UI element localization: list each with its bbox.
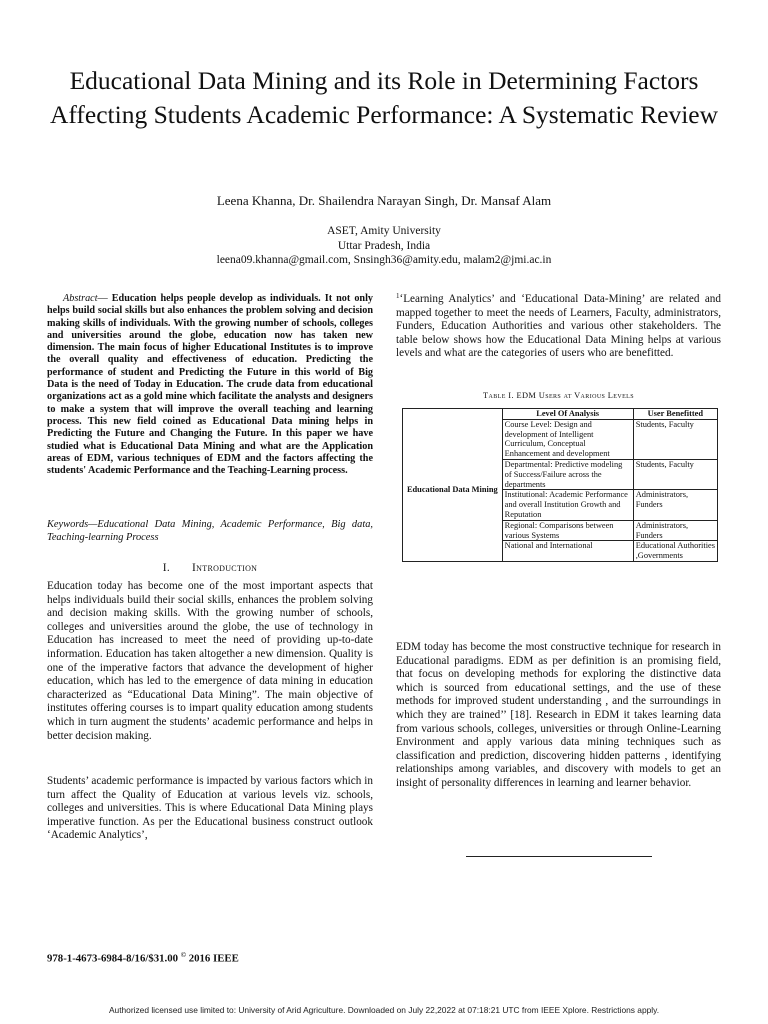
table-cell-users: Administrators, Funders — [633, 490, 717, 520]
table-cell-level: Departmental: Predictive modeling of Success/Failure across the departments — [502, 459, 633, 489]
copyright-mark: © — [180, 951, 186, 959]
table-cell-level: Institutional: Academic Performance and overall Institution Growth and Reputation — [502, 490, 633, 520]
isbn-line — [47, 951, 239, 965]
table-row-head: Educational Data Mining — [403, 419, 503, 561]
section-number: I. — [162, 562, 171, 574]
section-heading-introduction — [47, 562, 373, 574]
isbn-text: 978-1-4673-6984-8/16/$31.00 — [47, 952, 179, 965]
abstract-text: Education helps people develop as individuals. It not only helps build social skills but also enhances the problem solving and decision making skills of individuals. With the growing number of schools, colleges and universities around the globe, education now has taken new dimension. The main focus of higher Educational Institutes is to improve the overall quality and effectiveness of education. Predicting the performance of student and Predicting the Future in this world of Big Data is the need of Today in Education. The crude data from educational organizations act as a gold mine which facilitate the analysts and designers to make a system that will improve the overall teaching and learning process. This new field coined as Educational Data mining helps in Predicting the Future and Changing the Future. In this paper we have studied what is Educational Data Mining and what are the Application areas of EDM, various techniques of EDM and the factors affecting the students' Academic Performance and the Teaching-Learning process. — [47, 293, 373, 477]
author-emails: leena09.khanna@gmail.com, Snsingh36@amity.edu, malam2@jmi.ac.in — [216, 254, 552, 267]
keywords-text: Keywords—Educational Data Mining, Academic Performance, Big data, Teaching-learning Process — [47, 519, 373, 543]
abstract-label: Abstract — [63, 293, 98, 304]
table-row — [403, 419, 718, 459]
affiliation-location: Uttar Pradesh, India — [337, 239, 431, 252]
intro-paragraph-1: Education today has become one of the most important aspects that helps individuals build their social skills, enhances the problem solving and decision making skills. With the growing number of schools, colleges and universities around the globe, the use of technology in Education has increased to meet the need of providing up-to-date information. Education has taken altogether a new dimension. Quality is one of the imperative factors that advance the development of higher education, which has led to the emergence of data mining in education characterized as “Educational Data Mining”. The main objective of institutes offering courses is to impart quality education among students which in turn augment the students’ academic performance and helps in better decision making. — [47, 580, 373, 742]
table-cell-users: Educational Authorities ,Governments — [633, 541, 717, 562]
table-cell-users: Administrators, Funders — [633, 520, 717, 541]
table-cell-users: Students, Faculty — [633, 419, 717, 459]
affiliation — [0, 224, 768, 268]
footnote-marker: 1 — [396, 292, 400, 300]
right-paragraph-1-text: ‘Learning Analytics’ and ‘Educational Data-Mining’ are related and mapped together to meet the needs of Learners, Faculty, administrators, Funders, Education Authorities and various other stakeholders. The table below shows how the Educational Data Mining helps at various levels and what are the categories of users who are benefitted. — [396, 293, 721, 360]
table-header-level: Level Of Analysis — [502, 409, 633, 420]
right-paragraph-2: EDM today has become the most constructive technique for research in Educational paradigms. EDM as per definition is an promising field, that focus on developing methods for exploring the distinctive data which is sourced from educational settings, and the use of these methods for improved student understanding , and the surroundings in which they are trained’’ [18]. Research in EDM it takes learning data from various schools, colleges, universities or through Online-Learning Environment and apply various data mining techniques such as classification and prediction, discovering hidden patterns , identifying relationships among variables, and discovery with models to get an insight of personality differences in learning and learner behavior. — [396, 641, 721, 789]
authors: Leena Khanna, Dr. Shailendra Narayan Singh, Dr. Mansaf Alam — [216, 193, 552, 208]
right-paragraph-1 — [396, 293, 721, 361]
table-cell-level: Course Level: Design and development of Intelligent Curriculum, Conceptual Enhancement and development — [502, 419, 633, 459]
table-header-row — [403, 409, 718, 420]
abstract — [47, 293, 373, 477]
section-title: Introduction — [192, 562, 258, 574]
table-cell-level: National and International — [502, 541, 633, 562]
table-cell-level: Regional: Comparisons between various Systems — [502, 520, 633, 541]
keywords — [47, 519, 373, 544]
table-corner-cell — [403, 409, 503, 420]
paper-title: Educational Data Mining and its Role in Determining Factors Affecting Students Academic Performance: A Systematic Review — [49, 66, 719, 129]
copyright-year: 2016 IEEE — [186, 952, 239, 965]
table-caption: Table I. EDM Users at Various Levels — [483, 391, 634, 400]
table-cell-users: Students, Faculty — [633, 459, 717, 489]
edm-users-table — [402, 408, 718, 562]
affiliation-institution: ASET, Amity University — [327, 225, 441, 237]
intro-paragraph-2: Students’ academic performance is impacted by various factors which in turn affect the Quality of Education at various levels viz. schools, colleges and universities. This is where Educational Data Mining plays imperative function. As per the Educational business construct outlook ‘Academic Analytics’, — [47, 775, 373, 842]
footnote-divider — [466, 856, 652, 857]
license-notice: Authorized licensed use limited to: University of Arid Agriculture. Downloaded on July 22,2022 at 07:18:21 UTC from IEEE Xplore. Restrictions apply. — [108, 1005, 660, 1015]
abstract-dash: — — [97, 293, 108, 304]
table-header-users: User Benefitted — [633, 409, 717, 420]
